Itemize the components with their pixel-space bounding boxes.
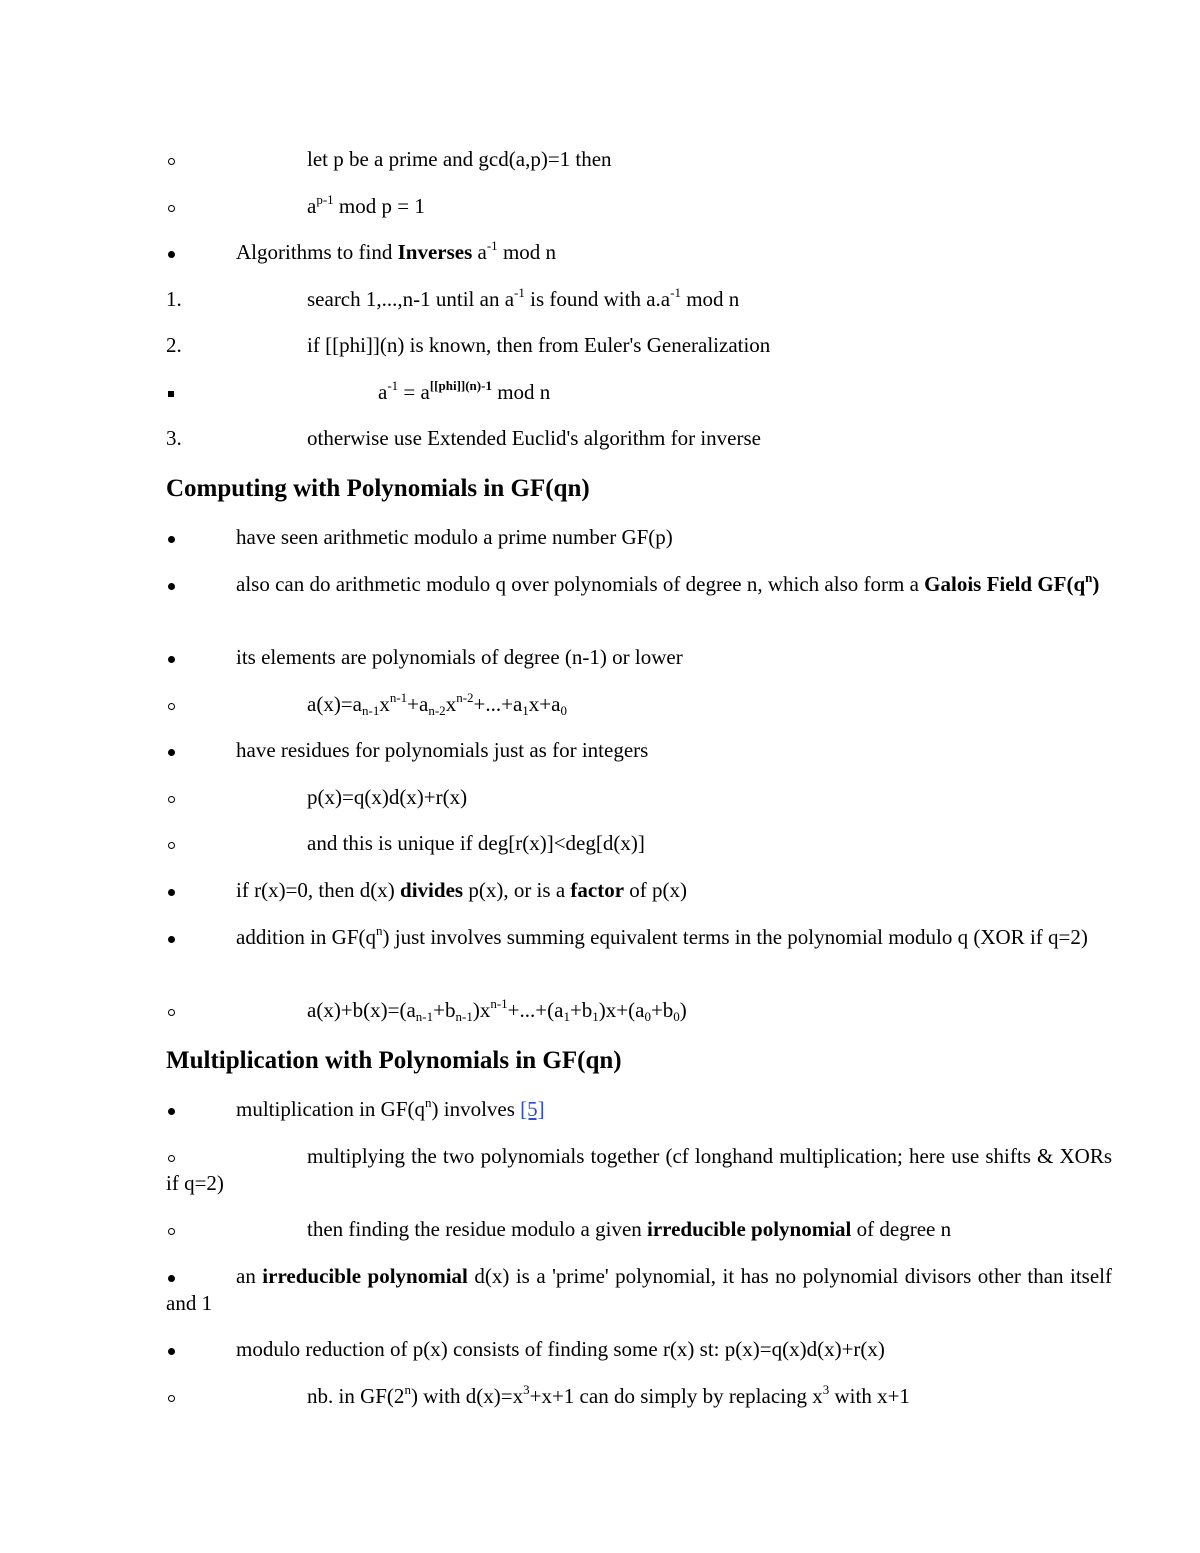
circle-bullet-icon [166, 784, 307, 811]
square-bullet-icon [166, 379, 378, 406]
list-item: have residues for polynomials just as for integers [166, 737, 1112, 764]
disc-bullet-icon [166, 737, 236, 764]
circle-bullet-icon [166, 1383, 307, 1410]
circle-bullet-icon [166, 997, 307, 1024]
list-item: $a^{p-1}$ mod p = 1 [166, 193, 1112, 220]
list-item: if r(x)=0, then d(x) divides p(x), or is a factor of p(x) [166, 877, 1112, 904]
list-item: its elements are polynomials of degree (n-1) or lower [166, 644, 1112, 671]
disc-bullet-icon [166, 1096, 236, 1123]
list-item: have seen arithmetic modulo a prime number GF(p) [166, 524, 1112, 551]
disc-bullet-icon [166, 924, 236, 951]
disc-bullet-icon [166, 644, 236, 671]
list-item: let p be a prime and gcd(a,p)=1 then [166, 146, 1112, 173]
list-item: multiplication in $GF(q^n)$ involves [5] [166, 1096, 1112, 1123]
list-item: also can do arithmetic modulo q over polynomials of degree n, which also form a Galois Field $GF(q^n)$ [166, 571, 1112, 598]
list-item: an irreducible polynomial d(x) is a 'prime' polynomial, it has no polynomial divisors other than itself and 1 [166, 1264, 1112, 1315]
list-number: 1. [166, 287, 182, 311]
list-number: 2. [166, 333, 182, 357]
list-item: p(x)=q(x)d(x)+r(x) [166, 784, 1112, 811]
disc-bullet-icon [166, 1336, 236, 1363]
disc-bullet-icon [166, 239, 236, 266]
numbered-item: 3. otherwise use Extended Euclid's algorithm for inverse [166, 426, 761, 450]
numbered-item: 2. if [[phi]](n) is known, then from Euler's Generalization [166, 333, 771, 357]
list-item: then finding the residue modulo a given irreducible polynomial of degree n [166, 1216, 1112, 1243]
disc-bullet-icon [166, 877, 236, 904]
circle-bullet-icon [166, 830, 307, 857]
circle-bullet-icon [166, 193, 307, 220]
disc-bullet-icon [166, 1263, 236, 1290]
list-item: Algorithms to find Inverses $a^{-1}$ mod n [166, 239, 1112, 266]
circle-bullet-icon [166, 691, 307, 718]
numbered-item: 1. search 1,...,n-1 until an $a^{-1}$ is found with $a.a^{-1}$ mod n [166, 285, 740, 311]
list-item: multiplying the two polynomials together (cf longhand multiplication; here use shifts & XORs if q=2) [166, 1144, 1112, 1195]
list-item: $a^{-1} = a^{[[phi]](n)-1}$ mod n [166, 379, 1112, 406]
list-item: and this is unique if deg[r(x)]<deg[d(x)] [166, 830, 1112, 857]
circle-bullet-icon [166, 1216, 307, 1243]
list-item: $a(x)+b(x)=(a_{n-1}+b_{n-1})x^{n-1}+...+(a_1+b_1)x+(a_0+b_0)$ [166, 997, 1112, 1024]
list-item: addition in $GF(q^n)$ just involves summing equivalent terms in the polynomial modulo q (XOR if q=2) [166, 924, 1112, 951]
list-number: 3. [166, 426, 182, 450]
disc-bullet-icon [166, 571, 236, 598]
list-item: modulo reduction of p(x) consists of finding some r(x) st: p(x)=q(x)d(x)+r(x) [166, 1336, 1112, 1363]
disc-bullet-icon [166, 524, 236, 551]
section-heading: Multiplication with Polynomials in GF(qn) [166, 1047, 622, 1074]
list-item: nb. in GF(2$^n$) with $d(x)=x^3+x+1$ can do simply by replacing $x^3$ with x+1 [166, 1383, 1112, 1410]
list-item: $a(x)=a_{n-1}x^{n-1}+a_{n-2}x^{n-2}+...+a_1x+a_0$ [166, 691, 1112, 718]
section-heading: Computing with Polynomials in GF(qn) [166, 475, 590, 502]
circle-bullet-icon [166, 1143, 307, 1170]
circle-bullet-icon [166, 146, 307, 173]
footnote-link[interactable]: [5] [520, 1097, 545, 1121]
